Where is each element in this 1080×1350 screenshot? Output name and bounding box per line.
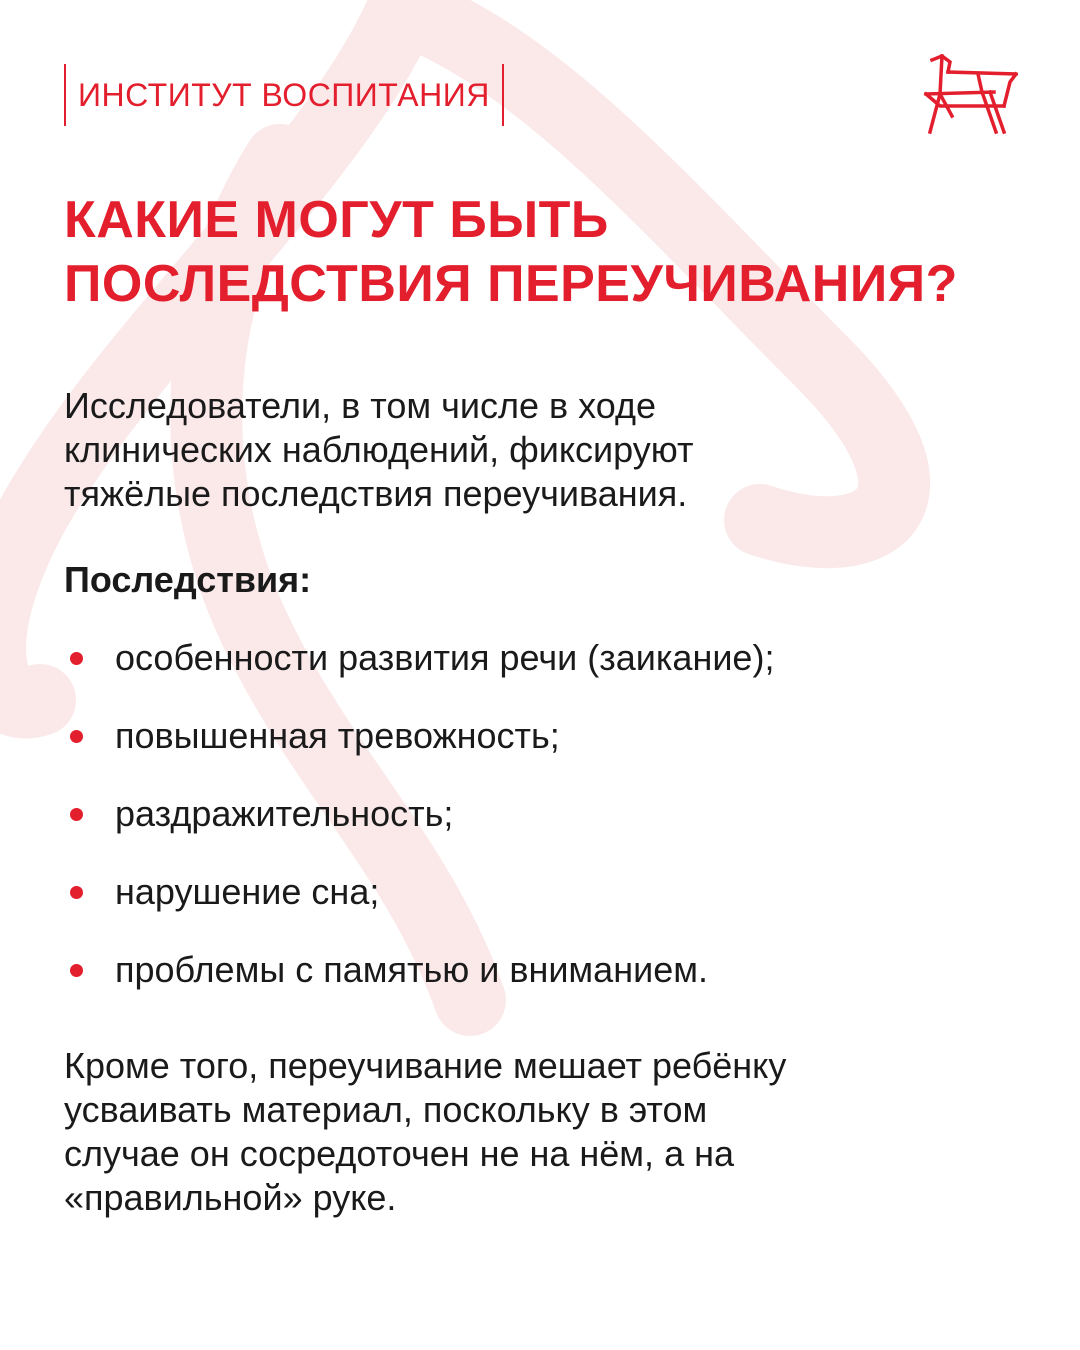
outro-line-4: «правильной» руке. xyxy=(64,1177,397,1218)
bullet-dot-icon xyxy=(70,808,83,821)
list-item xyxy=(64,714,774,758)
list-item xyxy=(64,792,774,836)
title-line-1: КАКИЕ МОГУТ БЫТЬ xyxy=(64,191,609,249)
bullet-dot-icon xyxy=(70,886,83,899)
outro-line-1: Кроме того, переучивание мешает ребёнку xyxy=(64,1045,787,1086)
list-item-text: повышенная тревожность; xyxy=(115,715,560,756)
title-line-2: ПОСЛЕДСТВИЯ ПЕРЕУЧИВАНИЯ? xyxy=(64,255,958,313)
outro-paragraph xyxy=(64,1044,1024,1220)
list-item xyxy=(64,636,774,680)
outro-line-2: усваивать материал, поскольку в этом xyxy=(64,1089,708,1130)
bullet-dot-icon xyxy=(70,730,83,743)
list-item-text: нарушение сна; xyxy=(115,871,380,912)
intro-line-3: тяжёлые последствия переучивания. xyxy=(64,473,688,514)
bullet-dot-icon xyxy=(70,652,83,665)
brand-header xyxy=(64,64,504,126)
intro-paragraph xyxy=(64,384,1024,516)
intro-line-2: клинических наблюдений, фиксируют xyxy=(64,429,694,470)
list-item-text: особенности развития речи (заикание); xyxy=(115,637,775,678)
list-item-text: проблемы с памятью и вниманием. xyxy=(115,949,708,990)
consequences-list xyxy=(64,636,774,1026)
consequences-heading: Последствия: xyxy=(64,559,312,600)
chair-horse-logo-icon xyxy=(918,54,1018,136)
page-title xyxy=(64,188,1044,316)
outro-line-3: случае он сосредоточен не на нём, а на xyxy=(64,1133,734,1174)
brand-name: ИНСТИТУТ ВОСПИТАНИЯ xyxy=(78,76,490,113)
brand-divider-right xyxy=(502,64,504,126)
list-item xyxy=(64,948,774,992)
list-item xyxy=(64,870,774,914)
bullet-dot-icon xyxy=(70,964,83,977)
intro-line-1: Исследователи, в том числе в ходе xyxy=(64,385,656,426)
list-item-text: раздражительность; xyxy=(115,793,454,834)
